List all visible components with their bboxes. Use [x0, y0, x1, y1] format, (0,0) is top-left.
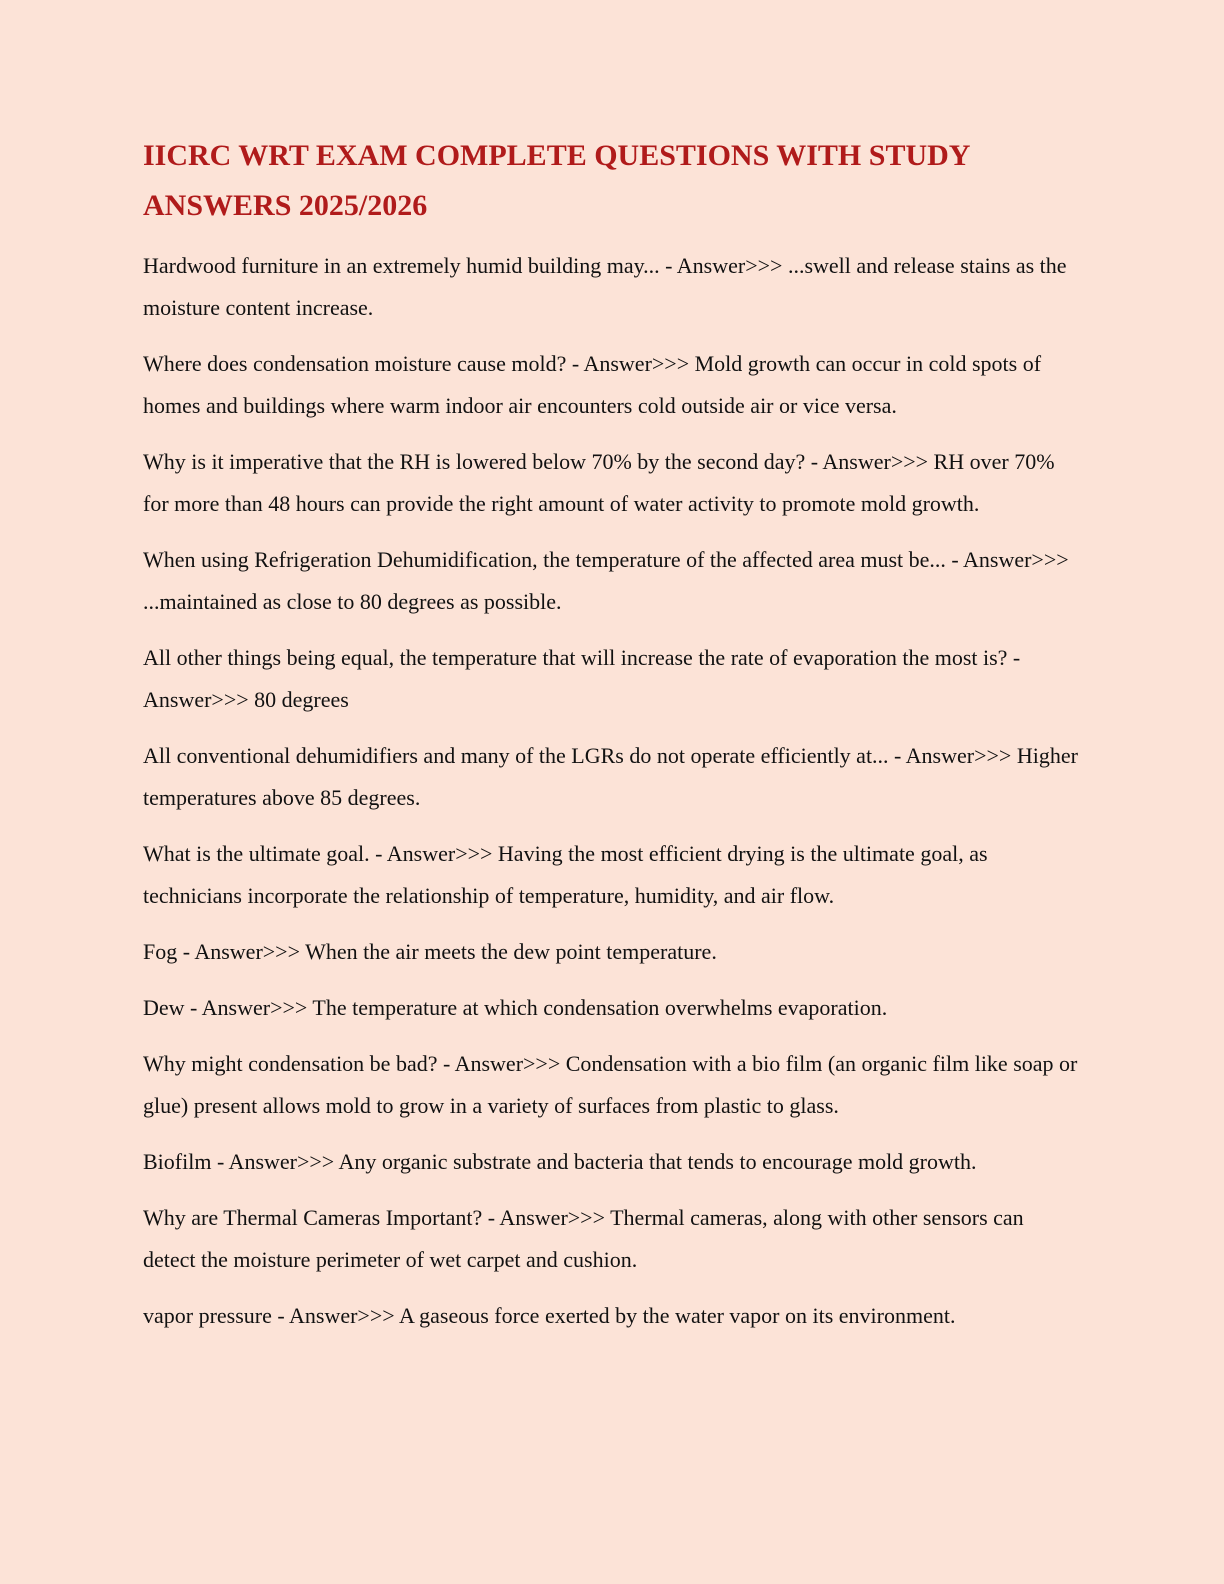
qa-paragraph: Where does condensation moisture cause mold? - Answer>>> Mold growth can occur in cold spots of homes and buildings where warm indoor air encounters cold outside air or vice versa. [143, 351, 1042, 418]
qa-paragraph: Why might condensation be bad? - Answer>>> Condensation with a bio film (an organic film like soap or glue) present allows mold to grow in a variety of surfaces from plastic to glass. [143, 1051, 1078, 1118]
qa-paragraph: vapor pressure - Answer>>> A gaseous force exerted by the water vapor on its environment. [143, 1303, 956, 1328]
qa-paragraph: All conventional dehumidifiers and many of the LGRs do not operate efficiently at... - Answer>>> Higher temperatures above 85 degrees. [143, 743, 1078, 810]
qa-paragraph: Hardwood furniture in an extremely humid building may... - Answer>>> ...swell and release stains as the moisture content increase. [143, 253, 1067, 320]
qa-paragraph: Biofilm - Answer>>> Any organic substrate and bacteria that tends to encourage mold growth. [143, 1149, 977, 1174]
qa-paragraph: Fog - Answer>>> When the air meets the dew point temperature. [143, 939, 717, 964]
qa-paragraph: Why is it imperative that the RH is lowered below 70% by the second day? - Answer>>> RH over 70% for more than 48 hours can provide the right amount of water activity to promote mold growth. [143, 449, 1055, 516]
page-title: IICRC WRT EXAM COMPLETE QUESTIONS WITH STUDY ANSWERS 2025/2026 [143, 139, 970, 222]
qa-paragraph: All other things being equal, the temperature that will increase the rate of evaporation the most is? - Answer>>> 80 degrees [143, 645, 1021, 712]
qa-paragraph: Why are Thermal Cameras Important? - Answer>>> Thermal cameras, along with other sensors can detect the moisture perimeter of wet carpet and cushion. [143, 1205, 1024, 1272]
qa-paragraph: What is the ultimate goal. - Answer>>> Having the most efficient drying is the ultimate goal, as technicians incorporate the relationship of temperature, humidity, and air flow. [143, 841, 988, 908]
qa-paragraph: Dew - Answer>>> The temperature at which condensation overwhelms evaporation. [143, 995, 888, 1020]
qa-paragraph: When using Refrigeration Dehumidification, the temperature of the affected area must be... - Answer>>> ...maintained as close to 80 degrees as possible. [143, 547, 1069, 614]
